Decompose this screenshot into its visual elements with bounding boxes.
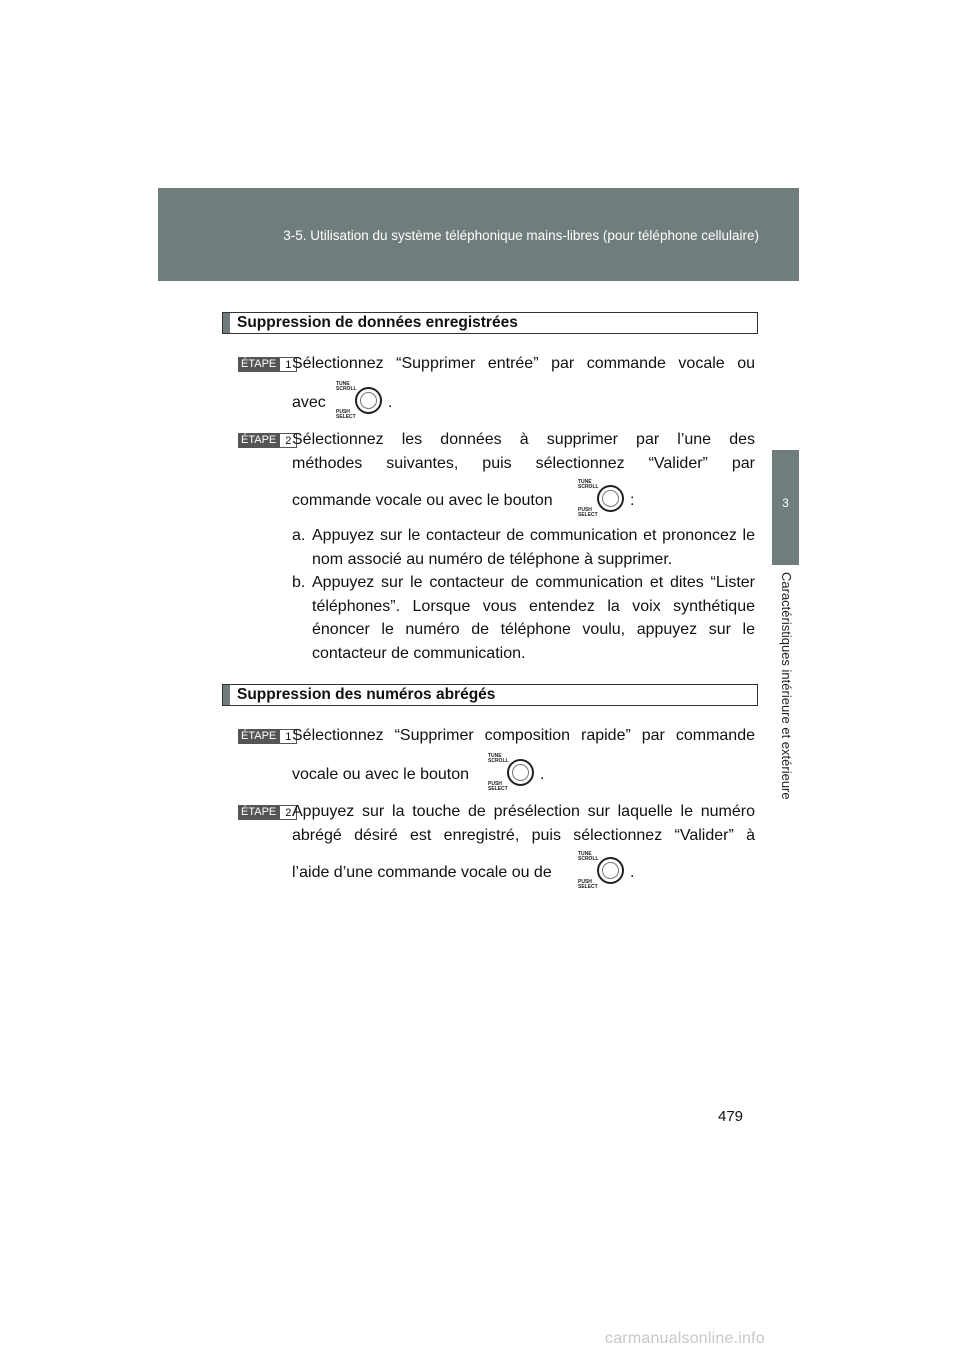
- step-text: .: [540, 766, 545, 783]
- step-text: :: [630, 492, 635, 509]
- section-title: Suppression des numéros abrégés: [237, 686, 496, 703]
- step-text: Sélectionnez les données à supprimer par l’une des: [292, 431, 755, 448]
- breadcrumb: 3-5. Utilisation du système téléphonique mains-libres (pour téléphone cellulaire): [283, 228, 759, 243]
- step-text: Sélectionnez “Supprimer composition rapide” par commande: [292, 727, 755, 744]
- step-badge: ÉTAPE 2: [238, 433, 290, 448]
- page-number: 479: [718, 1108, 744, 1125]
- step-badge: ÉTAPE 1: [238, 729, 290, 744]
- section-title: Suppression de données enregistrées: [237, 314, 518, 331]
- step-text: Sélectionnez “Supprimer entrée” par commande vocale ou: [292, 355, 755, 372]
- chapter-number: 3: [782, 496, 789, 510]
- step-text: Appuyez sur la touche de présélection sur laquelle le numéro: [292, 803, 755, 820]
- step-text: méthodes suivantes, puis sélectionnez “Valider” par: [292, 455, 755, 472]
- chapter-tab[interactable]: [772, 450, 799, 565]
- chapter-header-band: [158, 188, 799, 281]
- watermark: carmanualsonline.info: [605, 1330, 765, 1347]
- step-text: l’aide d’une commande vocale ou de: [292, 864, 552, 881]
- step-text: avec: [292, 394, 326, 411]
- step-badge: ÉTAPE 2: [238, 805, 290, 820]
- section-header-stored-data: [222, 312, 758, 334]
- list-item: a. Appuyez sur le contacteur de communication et prononcez le nom associé au numéro de téléphone à supprimer.: [292, 527, 755, 568]
- list-item: b. Appuyez sur le contacteur de communication et dites “Lister téléphones”. Lorsque vous entendez la voix synthétique énoncer le numéro de téléphone voulu, appuyez sur le contacteur de communication.: [292, 574, 755, 662]
- tune-select-knob-icon: TUNE SCROLL PUSH SELECT: [336, 382, 384, 420]
- step-text: .: [388, 394, 393, 411]
- tune-select-knob-icon: TUNE SCROLL PUSH SELECT: [488, 754, 536, 792]
- step-text: vocale ou avec le bouton: [292, 766, 470, 783]
- step-text: .: [630, 864, 635, 881]
- step-text: commande vocale ou avec le bouton: [292, 492, 553, 509]
- step-text: abrégé désiré est enregistré, puis sélectionnez “Valider” à: [292, 827, 755, 844]
- tune-select-knob-icon: TUNE SCROLL PUSH SELECT: [578, 852, 626, 890]
- chapter-title-vertical: Caractéristiques intérieure et extérieure: [779, 572, 794, 800]
- section-header-speed-dials: [222, 684, 758, 706]
- tune-select-knob-icon: TUNE SCROLL PUSH SELECT: [578, 480, 626, 518]
- step-badge: ÉTAPE 1: [238, 357, 290, 372]
